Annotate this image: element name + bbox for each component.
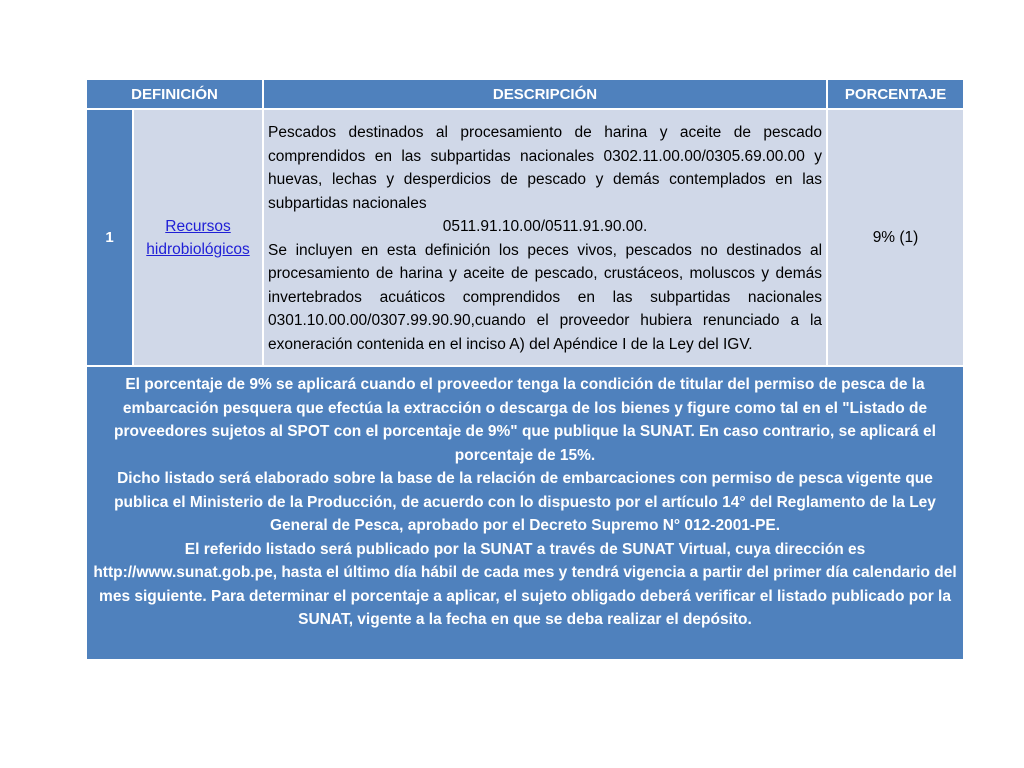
note-row bbox=[86, 366, 964, 660]
header-definition: DEFINICIÓN bbox=[86, 79, 263, 109]
header-percentage: PORCENTAJE bbox=[827, 79, 964, 109]
header-description: DESCRIPCIÓN bbox=[263, 79, 827, 109]
definition-cell bbox=[133, 109, 263, 366]
note-para2: Dicho listado será elaborado sobre la base de la relación de embarcaciones con permiso de pesca vigente que publica el Ministerio de la Producción, de acuerdo con lo dispuesto por el artículo 14° del Reglamento de la Ley General de Pesca, aprobado por el Decreto Supremo N° 012-2001-PE. bbox=[114, 470, 936, 534]
description-para2: Se incluyen en esta definición los peces vivos, pescados no destinados al procesamiento de harina y aceite de pescado, crustáceos, moluscos y demás invertebrados acuáticos comprendidos en las subpartidas nacionales 0301.10.00.00/0307.99.90.90,cuando el proveedor hubiera renunciado a la exoneración contenida en el inciso A) del Apéndice I de la Ley del IGV. bbox=[268, 241, 823, 353]
description-cell bbox=[263, 109, 827, 366]
definition-line1: Recursos bbox=[165, 217, 231, 235]
description-para1: Pescados destinados al procesamiento de harina y aceite de pescado comprendidos en las subpartidas nacionales 0302.11.00.00/0305.69.00.00 y huevas, lechas y desperdicios de pescado y demás contemplados en las subpartidas nacionales bbox=[268, 124, 823, 212]
header-row bbox=[86, 79, 964, 109]
note-para1: El porcentaje de 9% se aplicará cuando el proveedor tenga la condición de titular del permiso de pesca de la embarcación pesquera que efectúa la extracción o descarga de los bienes y figure como tal en el "Listado de proveedores sujetos al SPOT con el porcentaje de 9%" que publique la SUNAT. En caso contrario, se aplicará el porcentaje de 15%. bbox=[114, 376, 936, 464]
table-row bbox=[86, 109, 964, 366]
note-para3: El referido listado será publicado por la SUNAT a través de SUNAT Virtual, cuya dirección es http://www.sunat.gob.pe, hasta el último día hábil de cada mes y tendrá vigencia a partir del primer día calendario del mes siguiente. Para determinar el porcentaje a aplicar, el sujeto obligado deberá verificar el listado publicado por la SUNAT, vigente a la fecha en que se deba realizar el depósito. bbox=[93, 540, 957, 628]
definition-link[interactable] bbox=[146, 218, 249, 258]
percentage-cell: 9% (1) bbox=[827, 109, 964, 366]
spot-table bbox=[85, 78, 965, 661]
definition-line2: hidrobiológicos bbox=[146, 240, 250, 258]
row-number: 1 bbox=[86, 109, 133, 366]
description-para1-end: 0511.91.10.00/0511.91.90.00. bbox=[442, 218, 648, 235]
note-cell bbox=[86, 366, 964, 660]
